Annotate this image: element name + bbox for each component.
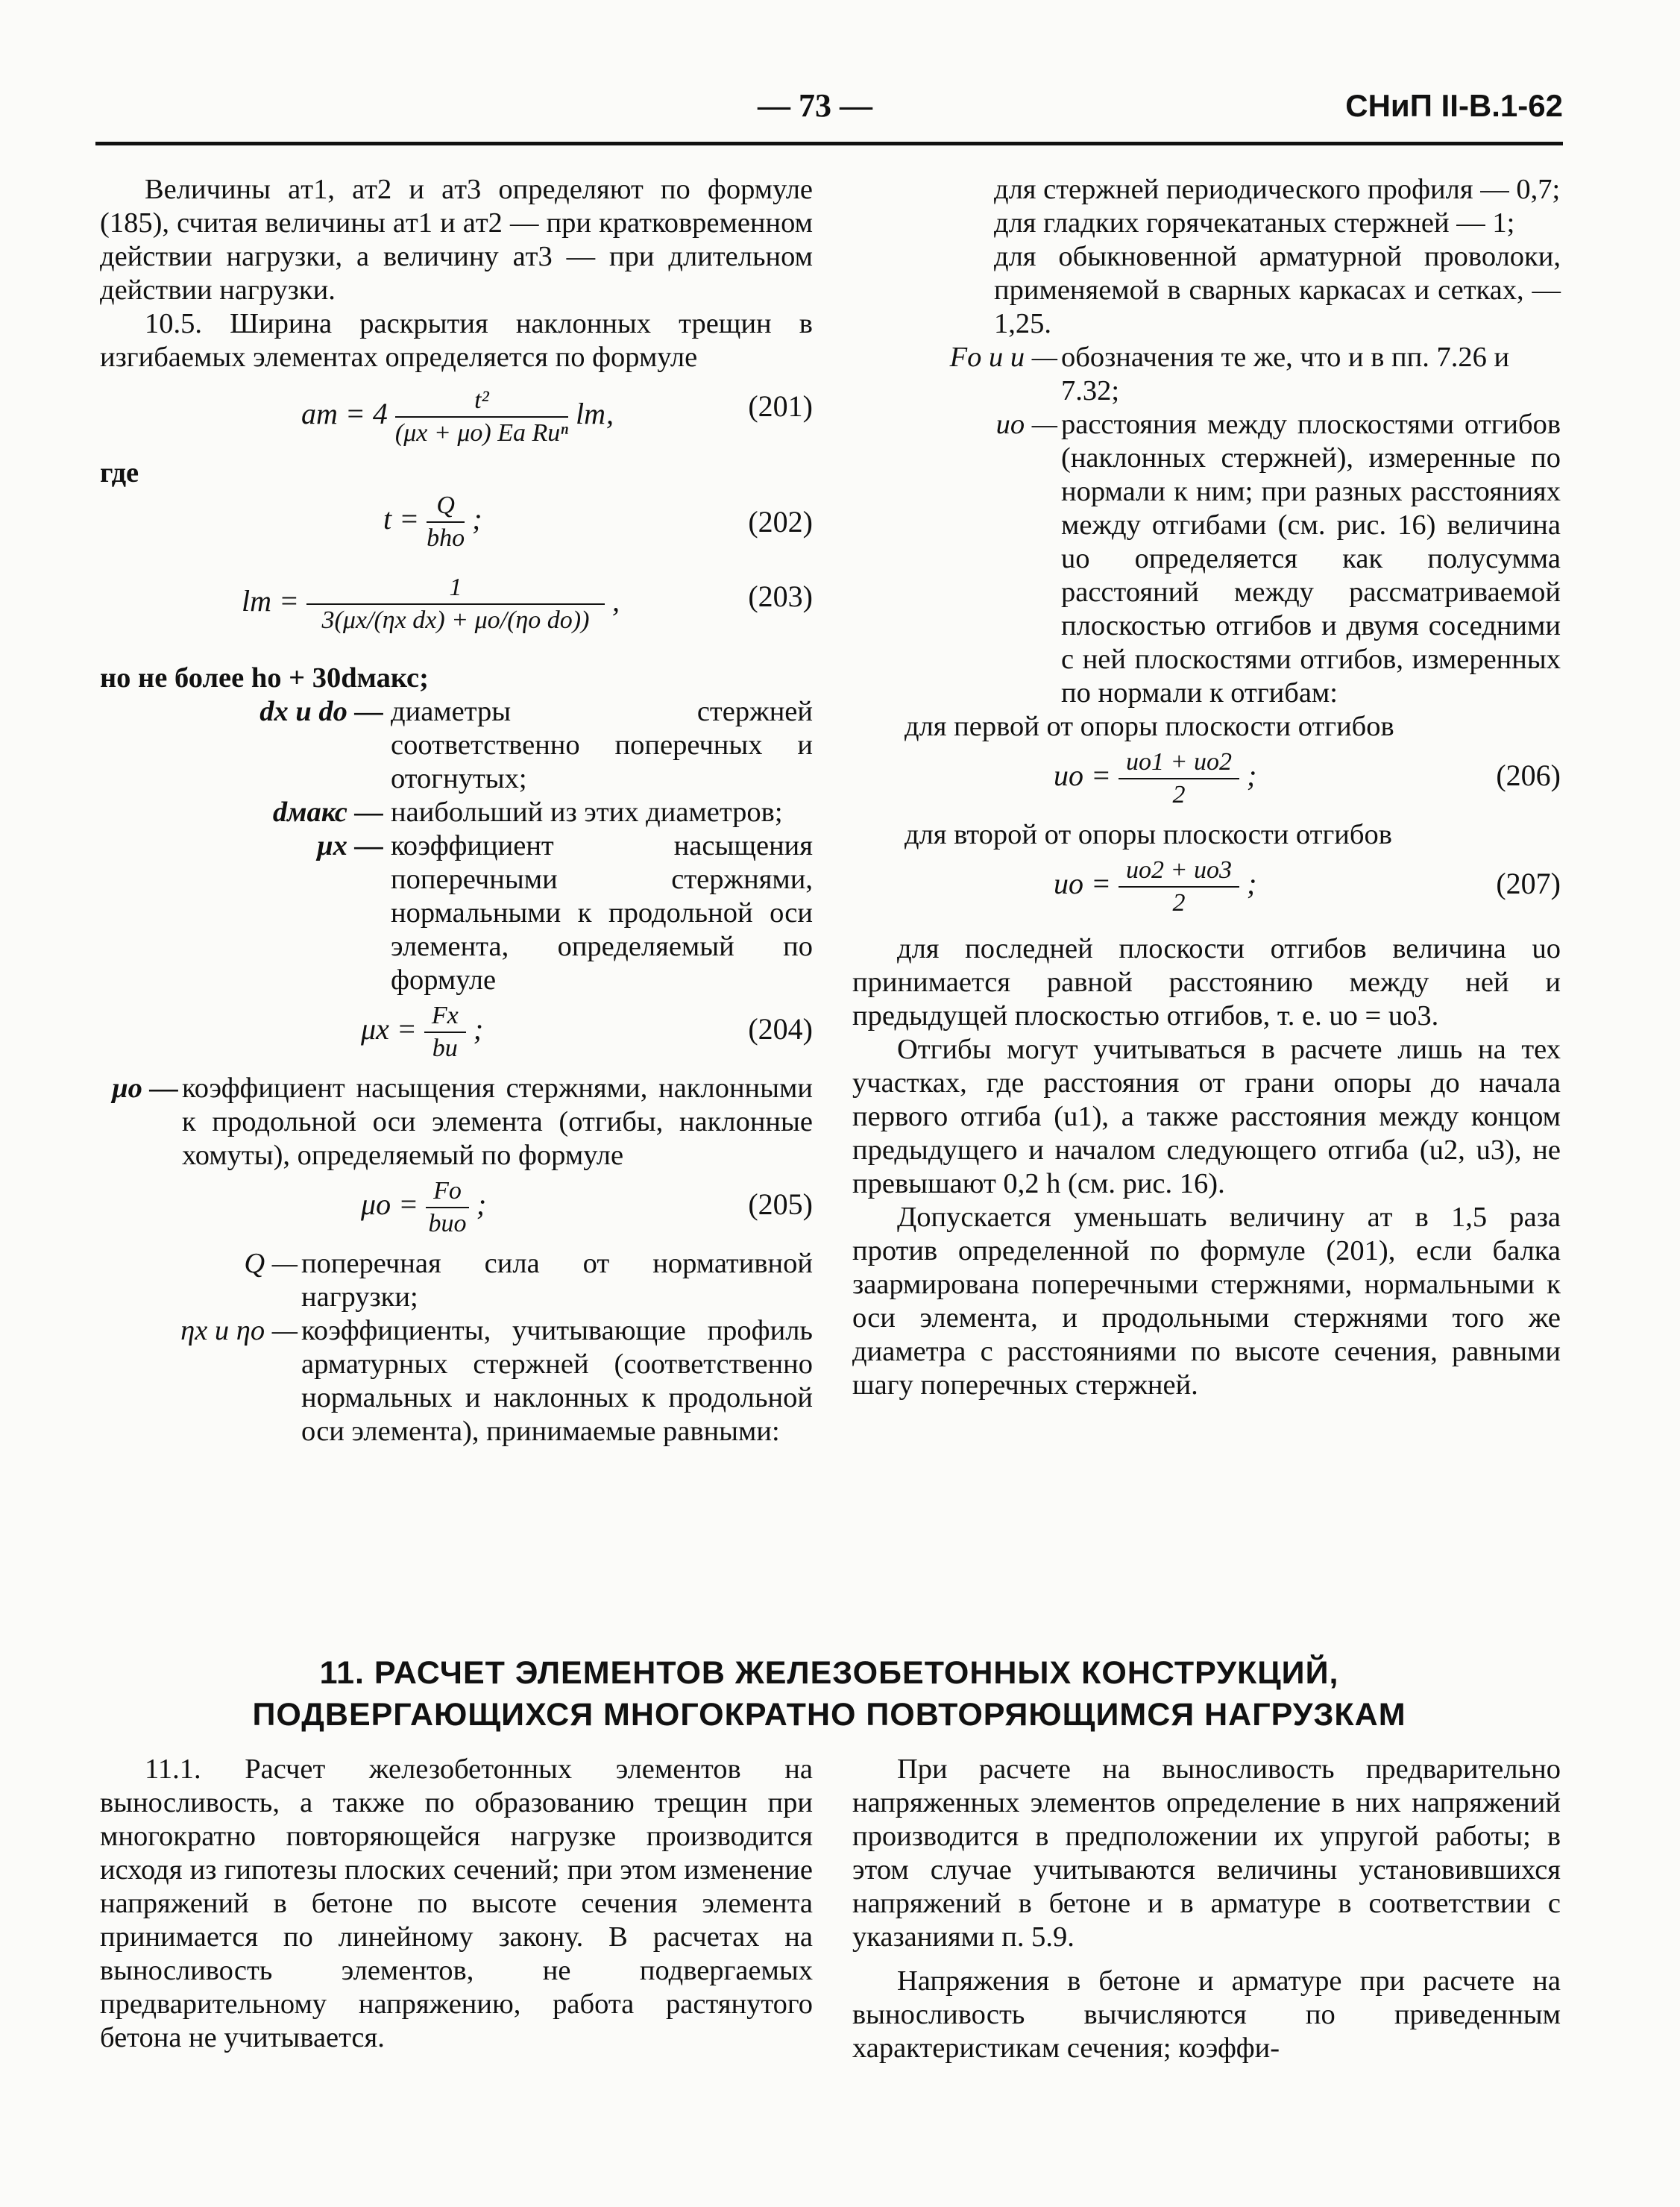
section-heading: 11. РАСЧЕТ ЭЛЕМЕНТОВ ЖЕЛЕЗОБЕТОННЫХ КОНСТРУКЦИЙ, ПОДВЕРГАЮЩИХСЯ МНОГОКРАТНО ПОВТОРЯЮЩИМСЯ НАГРУЗКАМ — [252, 1655, 1406, 1733]
formula-202: t = $\frac{Q}{\text{bhо}}$ ; (202) — [383, 492, 813, 552]
formula-206: uо = $\frac{uо1 + uо2}{2}$ ; (206) — [1054, 748, 1561, 809]
list-item: для гладких горячекатаных стержней — 1; — [994, 207, 1515, 239]
formula-number: (203) — [748, 580, 813, 613]
page-header — [95, 82, 1563, 145]
second-plane-text: для второй от опоры плоскости отгибов — [905, 819, 1392, 850]
paragraph-values: Величины aт1, aт2 и aт3 определяют по формуле (185), считая величины aт1 и aт2 — при кратковременном действии нагрузки, а величину aт3 — при длительном действии нагрузки. — [100, 174, 813, 306]
formula-201: aт = 4 $\frac{\text{t²}}{\text{(μx + μо) Eа Rиⁿ}}$ lт, (201) — [301, 386, 813, 447]
formula-number: (205) — [748, 1187, 813, 1221]
definition-item: dx и dо — диаметры стержней соответственно поперечных и отогнутых; — [259, 696, 813, 794]
definition-item: Q — поперечная сила от нормативной нагрузки; — [244, 1248, 813, 1313]
paragraph-prestressed: При расчете на выносливость предварительно напряженных элементов определение в них напряжений производится в предположении их упругой работы; в этом случае учитываются величины установившихся напряжений в бетоне и в арматуре в соответствии с указаниями п. 5.9. — [852, 1754, 1561, 1953]
list-item: для обыкновенной арматурной проволоки, применяемой в сварных каркасах и сетках, — 1,25. — [994, 241, 1561, 339]
document-code: СНиП II-В.1-62 — [1345, 88, 1563, 123]
paragraph-10-5: 10.5. Ширина раскрытия наклонных трещин в изгибаемых элементах определяется по формуле — [100, 308, 813, 373]
formula-207: uо = $\frac{uо2 + uо3}{2}$ ; (207) — [1054, 856, 1561, 917]
page-number: — 73 — — [758, 87, 872, 124]
paragraph-stresses: Напряжения в бетоне и арматуре при расчете на выносливость вычисляются по приведенным характеристикам сечения; коэффи- — [852, 1965, 1561, 2064]
right-column — [852, 173, 1561, 1402]
definition-item: ηx и ηо — коэффициенты, учитывающие профиль арматурных стержней (соответственно нормальных и наклонных к продольной оси элемента), принимаемые равными: — [180, 1315, 813, 1447]
formula-number: (201) — [748, 389, 813, 423]
section11-right-column — [852, 1753, 1561, 2065]
definition-item: μx — коэффициент насыщения поперечными стержнями, нормальными к продольной оси элемента, определяемый по формуле — [317, 830, 813, 996]
formula-number: (204) — [748, 1012, 813, 1046]
definition-item: μо — коэффициент насыщения стержнями, наклонными к продольной оси элемента (отгибы, наклонные хомуты), определяемый по формуле — [112, 1073, 813, 1171]
paragraph-reduce: Допускается уменьшать величину aт в 1,5 раза против определенной по формуле (201), если балка заармирована поперечными стержнями, нормальными к оси элемента, и продольными стержнями того же диаметра с расстояниями по высоте сечения, равными шагу поперечных стержней. — [852, 1202, 1561, 1401]
definition-item: dмакс — наибольший из этих диаметров; — [272, 797, 783, 828]
paragraph-bends: Отгибы могут учитываться в расчете лишь на тех участках, где расстояния от грани опоры до начала первого отгиба (u1), а также расстояния между концом предыдущего и началом следующего отгиба (u2, u3), не превышают 0,2 h (см. рис. 16). — [852, 1034, 1561, 1199]
paragraph-11-1: 11.1. Расчет железобетонных элементов на выносливость, а также по образованию трещин при многократно повторяющейся нагрузке производится исходя из гипотезы плоских сечений; при этом изменение напряжений в бетоне по высоте сечения элемента принимается по линейному закону. В расчетах на выносливость элементов, не подвергаемых предварительному напряжению, работа растянутого бетона не учитывается. — [100, 1754, 813, 2053]
last-plane-text: для последней плоскости отгибов величина uо принимается равной расстоянию между ней и предыдущей плоскостью отгибов, т. е. uо = uо3. — [852, 933, 1561, 1032]
definition-item: uо — расстояния между плоскостями отгибов (наклонных стержней), измеренные по нормали к ним; при разных расстояниях между отгибами (см. рис. 16) величина uо определяется как полусумма расстояний между рассматриваемой плоскостью отгибов и двумя соседними с ней плоскостями отгибов, измеренных по нормали к отгибам: — [995, 409, 1561, 709]
coefficient-list — [852, 173, 1561, 341]
not-more-text: но не более hо + 30dмакс; — [100, 662, 429, 694]
first-plane-text: для первой от опоры плоскости отгибов — [905, 711, 1394, 742]
formula-number: (207) — [1496, 867, 1561, 900]
formula-number: (202) — [748, 505, 813, 539]
definition-item: Fо и u — обозначения те же, что и в пп. 7.26 и 7.32; — [949, 342, 1510, 406]
formula-204: μx = $\frac{Fx}{bu}$ ; (204) — [361, 1002, 813, 1062]
formula-number: (206) — [1496, 759, 1561, 792]
formula-205: μо = $\frac{Fо}{\text{buо}}$ ; (205) — [361, 1177, 813, 1237]
list-item: для стержней периодического профиля — 0,7; — [994, 174, 1561, 205]
formula-203: lт = $\frac{1}{\text{3(μx/(ηx dx) + μо/(ηо dо))}}$ , (203) — [242, 574, 813, 634]
section11-left-column — [100, 1753, 813, 2055]
left-column — [100, 173, 813, 1448]
where-label: где — [100, 457, 139, 489]
